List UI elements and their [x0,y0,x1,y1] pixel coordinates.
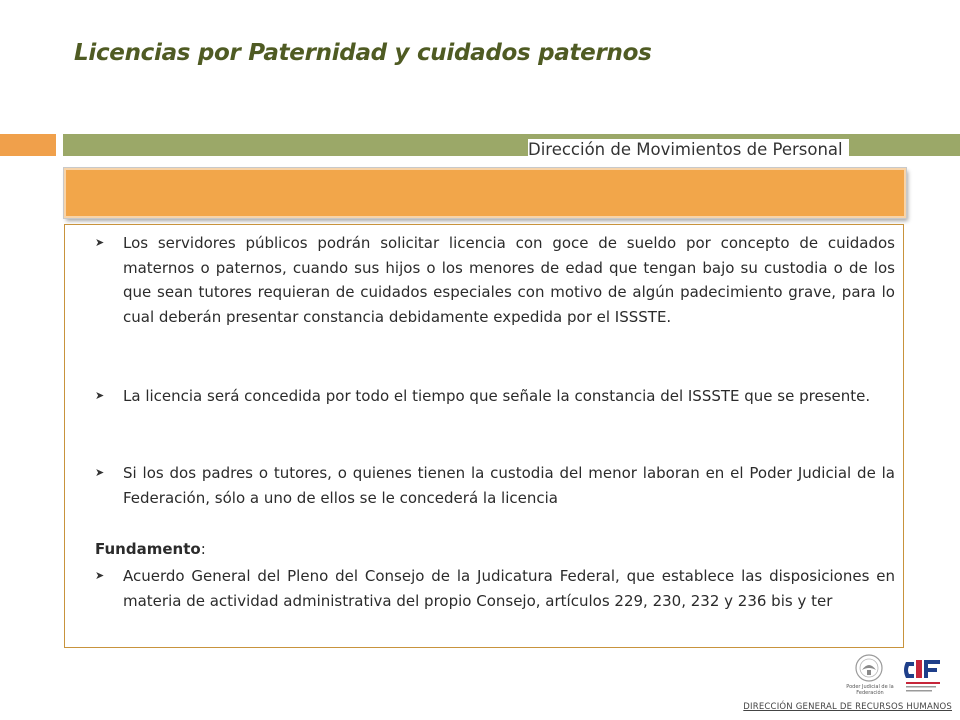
bullet-item [95,461,895,510]
page-title: Licencias por Paternidad y cuidados paternos [74,40,652,66]
bullet-text: Los servidores públicos podrán solicitar licencia con goce de sueldo por concepto de cuidados maternos o paternos, cuando sus hijos o los menores de edad que tengan bajo su custodia o de los que sean tutores requieran de cuidados especiales con motivo de algún padecimiento grave, para lo cual deberán presentar constancia debidamente expedida por el ISSSTE. [123,234,895,326]
arrowhead-bullet-icon: ➤ [95,569,105,582]
header-band-orange [0,134,56,156]
content-box [64,224,904,648]
section-header-bar [64,168,906,218]
cjf-logo [900,652,946,698]
bullet-text: La licencia será concedida por todo el tiempo que señale la constancia del ISSSTE que se presente. [123,387,871,405]
bullet-text: Si los dos padres o tutores, o quienes tienen la custodia del menor laboran en el Poder Judicial de la Federación, sólo a uno de ellos se le concederá la licencia [123,464,895,507]
bullet-item [95,384,895,409]
arrowhead-bullet-icon: ➤ [95,389,105,402]
footer-department: DIRECCIÓN GENERAL DE RECURSOS HUMANOS [743,702,952,712]
page-subtitle: Dirección de Movimientos de Personal [528,139,849,161]
fundamento-colon: : [200,540,206,558]
pjf-seal-caption [840,684,900,696]
fundamento-heading [95,537,206,561]
fundamento-label: Fundamento [95,540,201,558]
fundamento-text: Acuerdo General del Pleno del Consejo de la Judicatura Federal, que establece las disposiciones en materia de actividad administrativa del propio Consejo, artículos 229, 230, 232 y 236 bis y ter [123,567,895,610]
bullet-item [95,231,895,329]
arrowhead-bullet-icon: ➤ [95,466,105,479]
fundamento-item [95,564,895,613]
pjf-caption-text: Poder Judicial de la Federación [846,684,894,696]
arrowhead-bullet-icon: ➤ [95,236,105,249]
